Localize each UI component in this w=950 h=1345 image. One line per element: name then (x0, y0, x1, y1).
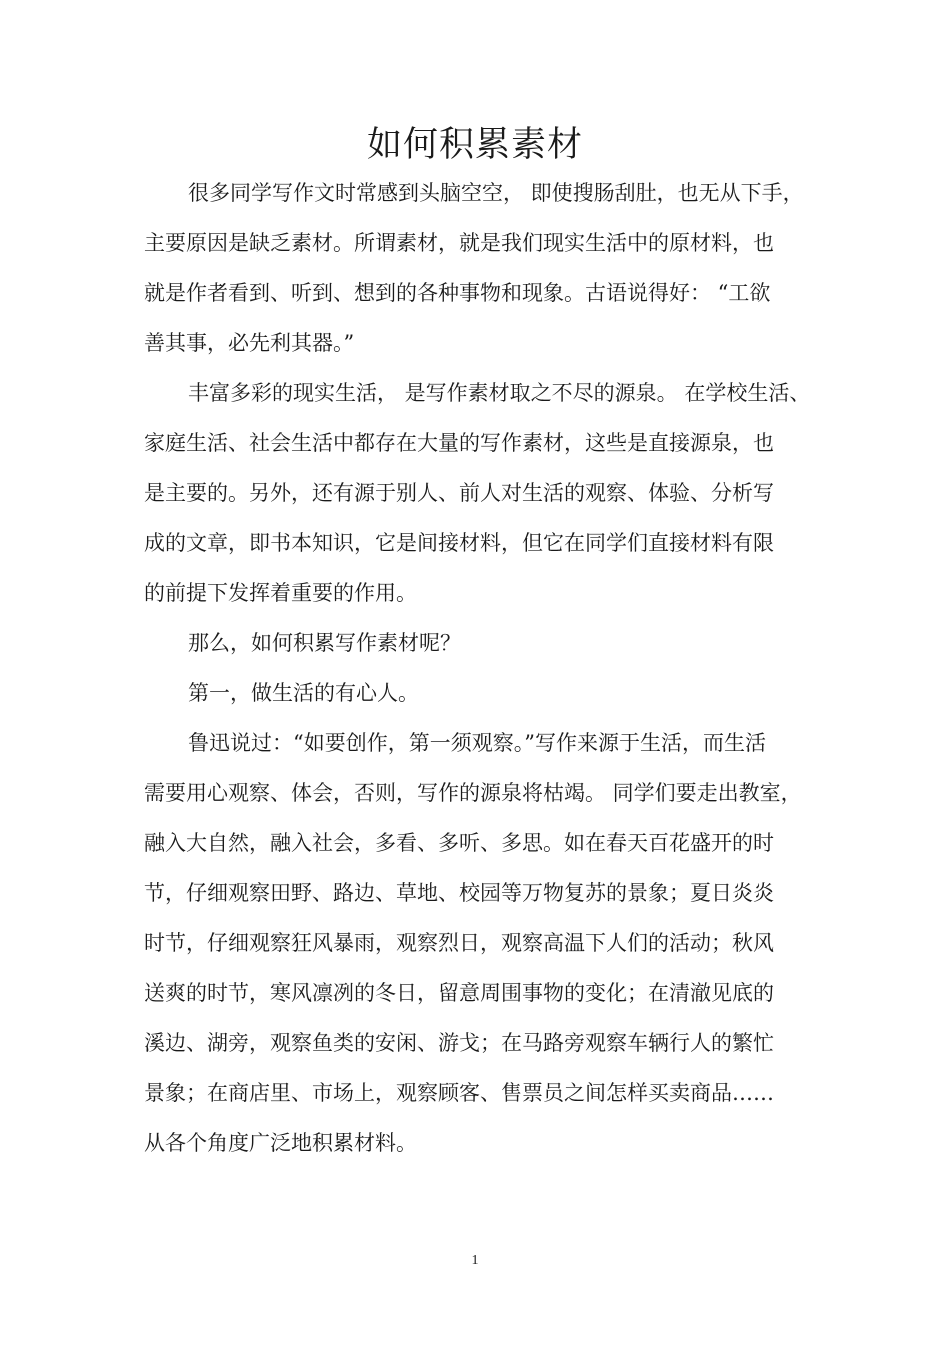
paragraph-line: 很多同学写作文时常感到头脑空空， 即使搜肠刮肚，也无从下手， (188, 181, 804, 205)
paragraph-line: 溪边、湖旁，观察鱼类的安闲、游戈；在马路旁观察车辆行人的繁忙 (144, 1031, 774, 1055)
paragraph-line: 成的文章，即书本知识，它是间接材料，但它在同学们直接材料有限 (144, 531, 774, 555)
paragraph-line: 主要原因是缺乏素材。所谓素材，就是我们现实生活中的原材料，也 (144, 231, 774, 255)
paragraph-line: 就是作者看到、听到、想到的各种事物和现象。古语说得好： “工欲 (144, 281, 771, 305)
paragraph-line: 鲁迅说过：“如要创作，第一须观察。”写作来源于生活，而生活 (188, 731, 766, 755)
paragraph-line: 善其事，必先利其器。” (144, 331, 355, 355)
paragraph-line: 是主要的。另外，还有源于别人、前人对生活的观察、体验、分析写 (144, 481, 774, 505)
paragraph-line: 景象；在商店里、市场上，观察顾客、售票员之间怎样买卖商品…… (144, 1081, 774, 1105)
paragraph-line: 那么，如何积累写作素材呢？ (188, 631, 461, 655)
paragraph-line: 需要用心观察、体会，否则，写作的源泉将枯竭。 同学们要走出教室， (144, 781, 802, 805)
paragraph-line: 从各个角度广泛地积累材料。 (144, 1131, 417, 1155)
paragraph-line: 时节，仔细观察狂风暴雨，观察烈日，观察高温下人们的活动；秋风 (144, 931, 774, 955)
paragraph-line: 丰富多彩的现实生活， 是写作素材取之不尽的源泉。 在学校生活、 (188, 381, 811, 405)
paragraph-line: 的前提下发挥着重要的作用。 (144, 581, 417, 605)
paragraph-line: 家庭生活、社会生活中都存在大量的写作素材，这些是直接源泉，也 (144, 431, 774, 455)
paragraph-line: 第一，做生活的有心人。 (188, 681, 419, 705)
paragraph-line: 融入大自然，融入社会，多看、多听、多思。如在春天百花盛开的时 (144, 831, 774, 855)
paragraph-line: 节，仔细观察田野、路边、草地、校园等万物复苏的景象；夏日炎炎 (144, 881, 774, 905)
document-title: 如何积累素材 (366, 125, 583, 165)
paragraph-line: 送爽的时节，寒风凛冽的冬日，留意周围事物的变化；在清澈见底的 (144, 981, 774, 1005)
page-number: 1 (471, 1253, 479, 1268)
